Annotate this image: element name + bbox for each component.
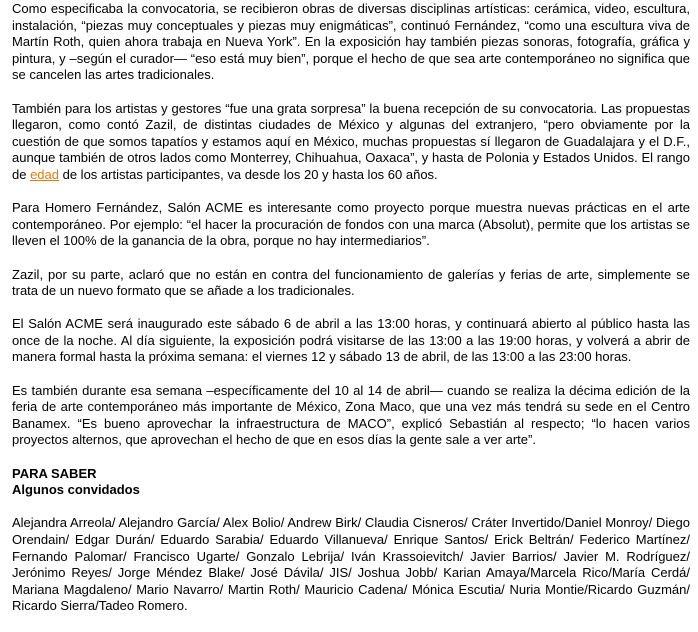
paragraph-convocatoria: Como especificaba la convocatoria, se recibieron obras de diversas disciplinas artísticas: cerámica, video, escultura, instalación, “piezas muy conceptuales y piezas muy enigmáticas”, continuó Fernández, “como una escultura viva de Martín Roth, quien ahora trabaja en Nueva York”. En la exposición hay también piezas sonoras, fotografía, gráfica y pintura, y –según el curador— “eso está muy bien”, porque el hecho de que sea arte contemporáneo no significa que se cancelen las artes tradicionales. — [12, 1, 690, 83]
paragraph-zazil: Zazil, por su parte, aclaró que no están en contra del funcionamiento de galerías y ferias de arte, simplemente se trata de un nuevo formato que se añade a los tradicionales. — [12, 266, 690, 299]
paragraph-horarios: El Salón ACME será inaugurado este sábado 6 de abril a las 13:00 horas, y continuará abierto al público hasta las once de la noche. Al día siguiente, la exposición podrá visitarse de las 13:00 a las 19:00 horas, y volverá a abrir de manera formal hasta la próxima semana: el viernes 12 y sábado 13 de abril, de las 13:00 a las 23:00 horas. — [12, 316, 690, 365]
para-saber-heading: PARA SABER — [12, 465, 97, 481]
guest-list: Alejandra Arreola/ Alejandro García/ Alex Bolio/ Andrew Birk/ Claudia Cisneros/ Cráter Invertido/Daniel Monroy/ Diego Orendain/ Edgar Durán/ Eduardo Sarabia/ Eduardo Villanueva/ Enrique Santos/ Erick Beltrán/ Federico Martínez/ Fernando Palomar/ Francisco Ugarte/ Gonzalo Lebrija/ Iván Krassoievitch/ Javier Barrios/ Javier M. Rodríguez/ Jerónimo Reyes/ Jorge Méndez Blake/ José Dávila/ JIS/ Joshua Jobb/ Karian Amaya/Marcela Rico/María Cerdá/ Mariana Magdaleno/ Mario Navarro/ Martin Roth/ Mauricio Cadena/ Mónica Escutia/ Nuria Montie/Ricardo Guzmán/ Ricardo Sierra/Tadeo Romero. — [12, 515, 690, 614]
para-saber-heading-block — [12, 466, 690, 499]
convidados-subheading: Algunos convidados — [12, 482, 140, 498]
paragraph-sorpresa — [12, 101, 690, 184]
paragraph-maco: Es también durante esa semana –específicamente del 10 al 14 de abril— cuando se realiza la décima edición de la feria de arte contemporáneo más importante de México, Zona Maco, que una vez más tendrá su sede en el Centro Banamex. “Es bueno aprovechar la infraestructura de MACO”, explicó Sebastián al respecto; “lo hacen varios proyectos alternos, que aprovechan el hecho de que en esos días la gente sale a ver arte”. — [12, 382, 690, 448]
article-body — [12, 0, 690, 632]
paragraph-sorpresa-text-end: de los artistas participantes, va desde los 20 y hasta los 60 años. — [59, 166, 438, 182]
paragraph-homero: Para Homero Fernández, Salón ACME es interesante como proyecto porque muestra nuevas prácticas en el arte contemporáneo. Por ejemplo: “el hacer la procuración de fondos con una marca (Absolut), permite que los artistas se lleven el 100% de la ganancia de la obra, porque no hay intermediarios”. — [12, 200, 690, 249]
edad-link[interactable]: edad — [30, 166, 59, 182]
paragraph-sorpresa-text-start: También para los artistas y gestores “fue una grata sorpresa” la buena recepción de su convocatoria. Las propuestas llegaron, como contó Zazil, de distintas ciudades de México y algunas del extranjero, “pero obviamente por la cuestión de que somos tapatíos y estamos aquí en México, muchas propuestas sí llegaron de Guadalajara y el D.F., aunque también de otros lados como Monterrey, Chihuahua, Oaxaca”, y hasta de Polonia y Estados Unidos. El rango de — [12, 100, 690, 182]
